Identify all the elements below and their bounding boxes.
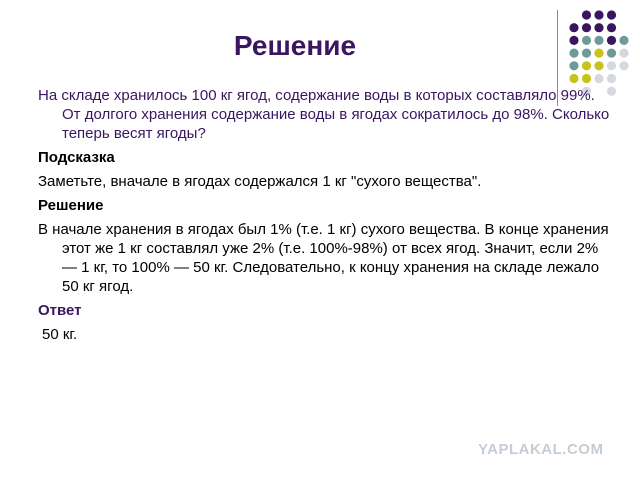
decorative-dot bbox=[607, 36, 616, 45]
decorative-dot bbox=[594, 61, 603, 70]
decorative-dot bbox=[594, 10, 603, 19]
decorative-dot bbox=[594, 36, 603, 45]
slide-content bbox=[38, 86, 613, 349]
task-text: На складе хранилось 100 кг ягод, содержание воды в которых составляло 99%. От долгого хранения содержание воды в ягодах сократилось до 98%. Сколько теперь весят ягоды? bbox=[38, 87, 610, 142]
solution-text: В начале хранения в ягодах был 1% (т.е. 1 кг) сухого вещества. В конце хранения этот же 1 кг составлял уже 2% (т.е. 100%-98%) от всех ягод. Значит, если 2% — 1 кг, то 100% — 50 кг. Следовательно, к концу хранения на складе лежало 50 кг ягод. bbox=[38, 221, 609, 295]
hint-text: Заметьте, вначале в ягодах содержался 1 кг "сухого вещества". bbox=[38, 173, 482, 190]
decorative-dot bbox=[594, 23, 603, 32]
decorative-dot bbox=[569, 61, 578, 70]
decorative-dot bbox=[619, 61, 628, 70]
decorative-dot bbox=[607, 74, 616, 83]
watermark-logo: YAPLAKAL.COM bbox=[478, 441, 604, 458]
answer-heading: Ответ bbox=[38, 302, 82, 319]
decorative-dot bbox=[569, 74, 578, 83]
decorative-dot bbox=[619, 49, 628, 58]
decorative-dot bbox=[607, 61, 616, 70]
answer-text: 50 кг. bbox=[42, 326, 78, 343]
solution-heading: Решение bbox=[38, 197, 104, 214]
decorative-dot bbox=[607, 23, 616, 32]
decorative-dot bbox=[607, 10, 616, 19]
decorative-dot bbox=[582, 10, 591, 19]
decorative-dot bbox=[582, 74, 591, 83]
slide-title: Решение bbox=[233, 30, 357, 61]
hint-heading: Подсказка bbox=[38, 149, 115, 166]
decorative-dot bbox=[582, 61, 591, 70]
decorative-dot bbox=[607, 49, 616, 58]
decorative-dot bbox=[594, 74, 603, 83]
decorative-dot bbox=[594, 49, 603, 58]
decorative-dot bbox=[619, 36, 628, 45]
